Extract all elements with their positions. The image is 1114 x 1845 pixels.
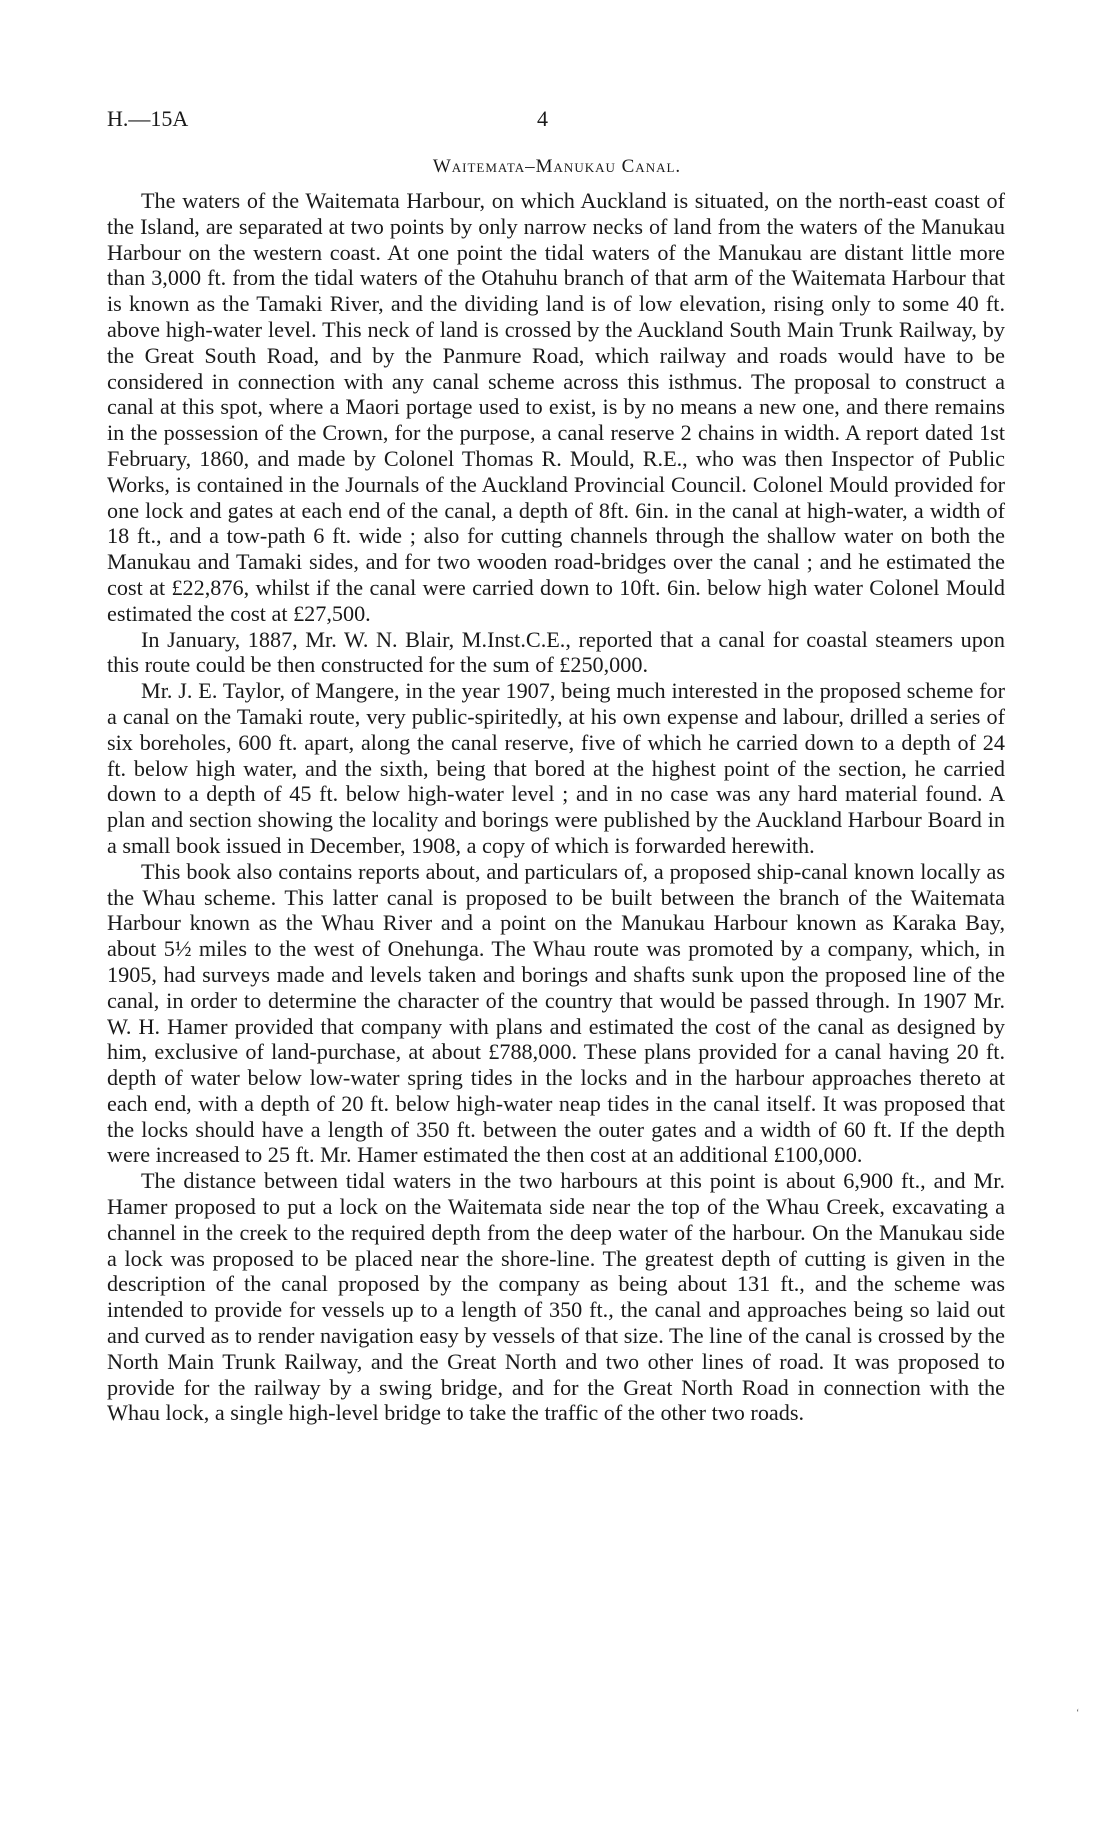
paragraph-whau-lock-details: The distance between tidal waters in the two harbours at this point is about 6,900 ft., and Mr. Hamer proposed to put a lock on the Waitemata side near the top of the Whau Creek, excavating a channel in the creek to the required depth from the deep water of the harbour. On the Manukau side a lock was proposed to be placed near the shore-line. The greatest depth of cutting is given in the description of the canal proposed by the company as being about 131 ft., and the scheme was intended to provide for vessels up to a length of 350 ft., the canal and approaches being so laid out and curved as to render navigation easy by vessels of that size. The line of the canal is crossed by the North Main Trunk Railway, and the Great North and two other lines of road. It was proposed to provide for the railway by a swing bridge, and for the Great North Road in connection with the Whau lock, a single high-level bridge to take the traffic of the other two roads.	[107, 1168, 1005, 1426]
paragraph-taylor-boreholes: Mr. J. E. Taylor, of Mangere, in the year 1907, being much interested in the proposed scheme for a canal on the Tamaki route, very public-spiritedly, at his own expense and labour, drilled a series of six boreholes, 600 ft. apart, along the canal reserve, five of which he carried down to a depth of 24 ft. below high water, and the sixth, being that bored at the highest point of the section, he carried down to a depth of 45 ft. below high-water level ; and in no case was any hard material found. A plan and section showing the locality and borings were published by the Auckland Harbour Board in a small book issued in December, 1908, a copy of which is forwarded herewith.	[107, 678, 1005, 858]
scan-speck: ‘	[1076, 1708, 1080, 1719]
section-title: Waitemata–Manukau Canal.	[432, 156, 682, 177]
document-reference: H.—15A	[107, 106, 189, 131]
paragraph-blair-report: In January, 1887, Mr. W. N. Blair, M.Inst.C.E., reported that a canal for coastal steamers upon this route could be then constructed for the sum of £250,000.	[107, 626, 1005, 678]
paragraph-whau-scheme: This book also contains reports about, and particulars of, a proposed ship-canal known locally as the Whau scheme. This latter canal is proposed to be built between the branch of the Waitemata Harbour known as the Whau River and a point on the Manukau Harbour known as Karaka Bay, about 5½ miles to the west of Onehunga. The Whau route was promoted by a company, which, in 1905, had surveys made and levels taken and borings and shafts sunk upon the proposed line of the canal, in order to determine the character of the country that would be passed through. In 1907 Mr. W. H. Hamer provided that company with plans and estimated the cost of the canal as designed by him, exclusive of land-purchase, at about £788,000. These plans provided for a canal having 20 ft. depth of water below low-water spring tides in the locks and in the harbour approaches thereto at each end, with a depth of 20 ft. below high-water neap tides in the canal itself. It was proposed that the locks should have a length of 350 ft. between the outer gates and a width of 60 ft. If the depth were increased to 25 ft. Mr. Hamer estimated the then cost at an additional £100,000.	[107, 858, 1005, 1168]
page-number: 4	[537, 106, 548, 131]
page-header	[107, 106, 1007, 136]
paragraph-tamaki-route: The waters of the Waitemata Harbour, on which Auckland is situated, on the north-east coast of the Island, are separated at two points by only narrow necks of land from the waters of the Manukau Harbour on the western coast. At one point the tidal waters of the Manukau are distant little more than 3,000 ft. from the tidal waters of the Otahuhu branch of that arm of the Waitemata Harbour that is known as the Tamaki River, and the dividing land is of low elevation, rising only to some 40 ft. above high-water level. This neck of land is crossed by the Auckland South Main Trunk Railway, by the Great South Road, and by the Panmure Road, which railway and roads would have to be considered in connection with any canal scheme across this isthmus. The proposal to construct a canal at this spot, where a Maori portage used to exist, is by no means a new one, and there remains in the possession of the Crown, for the purpose, a canal reserve 2 chains in width. A report dated 1st February, 1860, and made by Colonel Thomas R. Mould, R.E., who was then Inspector of Public Works, is contained in the Journals of the Auckland Provincial Council. Colonel Mould provided for one lock and gates at each end of the canal, a depth of 8ft. 6in. in the canal at high-water, a width of 18 ft., and a tow-path 6 ft. wide ; also for cutting channels through the shallow water on both the Manukau and Tamaki sides, and for two wooden road-bridges over the canal ; and he estimated the cost at £22,876, whilst if the canal were carried down to 10ft. 6in. below high water Colonel Mould estimated the cost at £27,500.	[107, 188, 1005, 626]
body-text	[107, 188, 1005, 1426]
